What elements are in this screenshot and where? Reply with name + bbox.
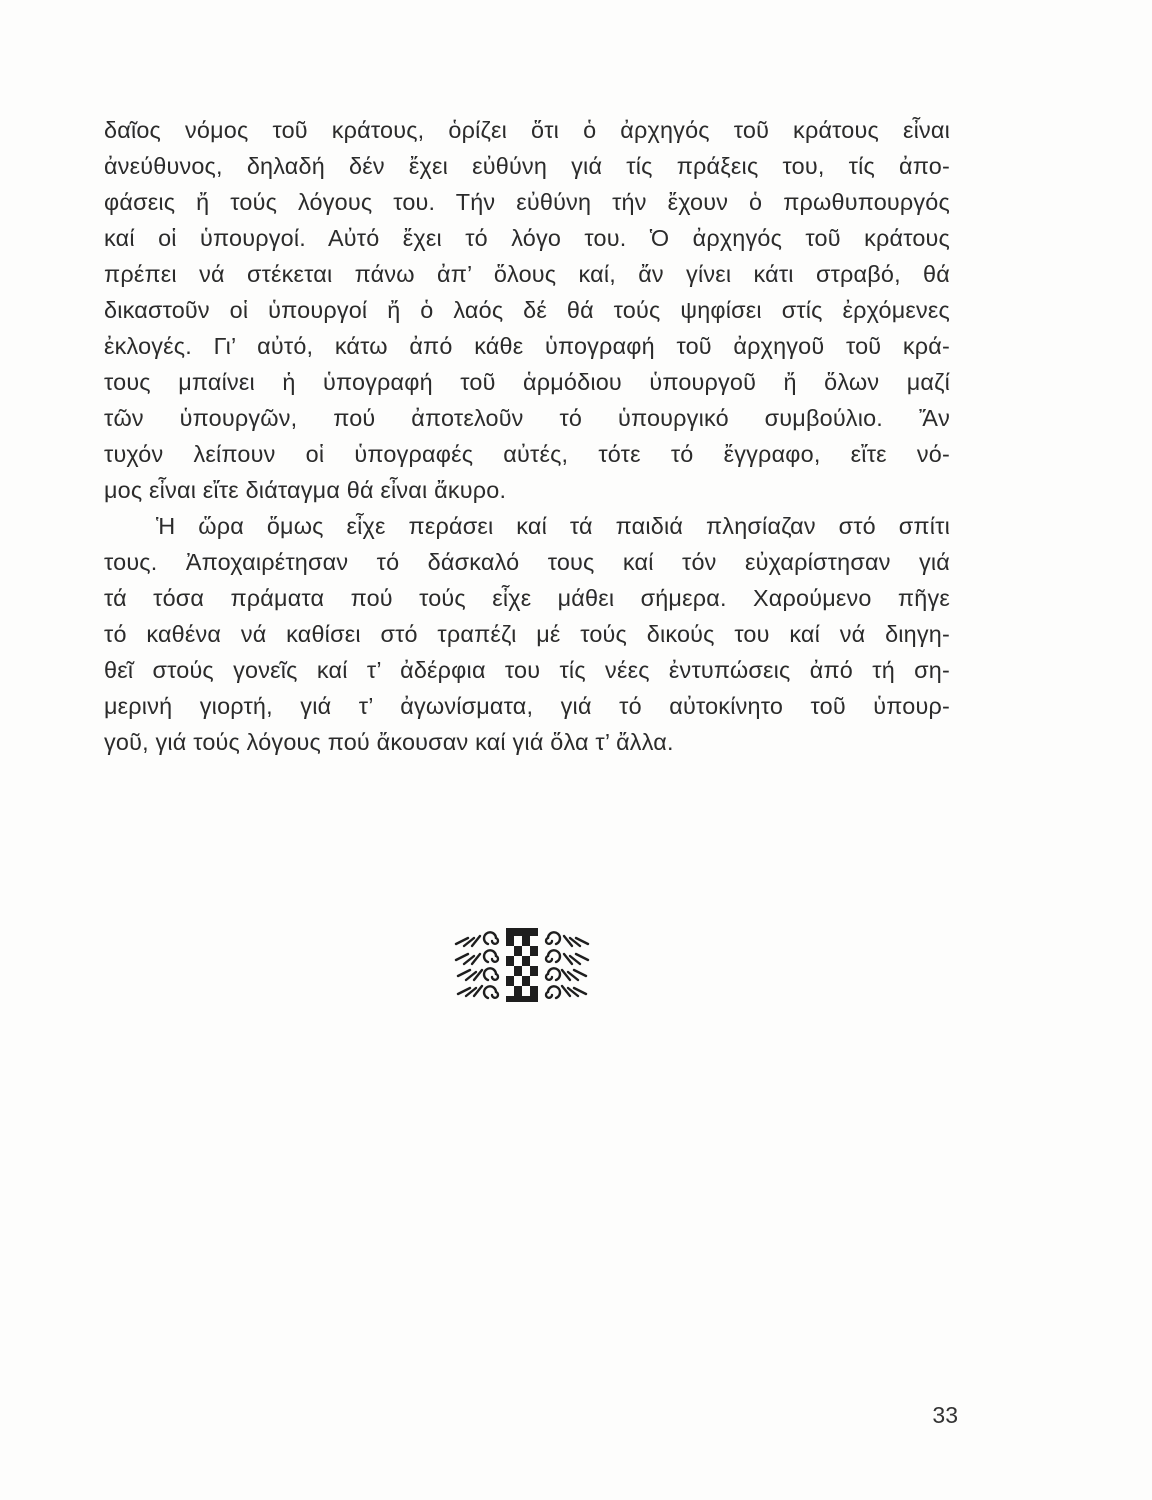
text-line: μος εἶναι εἴτε διάταγμα θά εἶναι ἄκυρο. xyxy=(104,477,507,503)
text-line: θεῖ στούς γονεῖς καί τ’ ἀδέρφια του τίς νέες ἐντυπώσεις ἀπό τή ση- xyxy=(104,657,950,683)
text-line: τῶν ὑπουργῶν, πού ἀποτελοῦν τό ὑπουργικό συμβούλιο. Ἄν xyxy=(104,405,950,431)
text-line: τά τόσα πράματα πού τούς εἶχε μάθει σήμερα. Χαρούμενο πῆγε xyxy=(104,585,950,611)
text-line: δαῖος νόμος τοῦ κράτους, ὁρίζει ὅτι ὁ ἀρχηγός τοῦ κράτους εἶναι xyxy=(104,117,950,143)
text-line: τους μπαίνει ἡ ὑπογραφή τοῦ ἁρμόδιου ὑπουργοῦ ἤ ὅλων μαζί xyxy=(104,369,950,395)
text-line: τους. Ἀποχαιρέτησαν τό δάσκαλό τους καί τόν εὐχαρίστησαν γιά xyxy=(104,549,950,575)
text-line: φάσεις ἤ τούς λόγους του. Τήν εὐθύνη τήν ἔχουν ὁ πρωθυπουργός xyxy=(104,189,950,215)
text-line: δικαστοῦν οἱ ὑπουργοί ἤ ὁ λαός δέ θά τούς ψηφίσει στίς ἐρχόμενες xyxy=(104,297,950,323)
text-line: καί οἱ ὑπουργοί. Αὐτό ἔχει τό λόγο του. Ὁ ἀρχηγός τοῦ κράτους xyxy=(104,225,950,251)
paragraph-2 xyxy=(104,508,950,760)
paragraph-1 xyxy=(104,112,950,508)
text-line: τυχόν λείπουν οἱ ὑπογραφές αὐτές, τότε τό ἔγγραφο, εἴτε νό- xyxy=(104,441,950,467)
text-line: πρέπει νά στέκεται πάνω ἀπ’ ὅλους καί, ἄν γίνει κάτι στραβό, θά xyxy=(104,261,950,287)
text-line: τό καθένα νά καθίσει στό τραπέζι μέ τούς δικούς του καί νά διηγη- xyxy=(104,621,950,647)
text-line: Ἡ ὥρα ὅμως εἶχε περάσει καί τά παιδιά πλησίαζαν στό σπίτι xyxy=(156,513,950,539)
page-number: 33 xyxy=(932,1402,958,1428)
text-line: γοῦ, γιά τούς λόγους πού ἄκουσαν καί γιά ὅλα τ’ ἄλλα. xyxy=(104,729,674,755)
text-line: ἐκλογές. Γι’ αὐτό, κάτω ἀπό κάθε ὑπογραφή τοῦ ἀρχηγοῦ τοῦ κρά- xyxy=(104,333,950,359)
text-line: ἀνεύθυνος, δηλαδή δέν ἔχει εὐθύνη γιά τίς πράξεις του, τίς ἀπο- xyxy=(104,153,950,179)
body-text xyxy=(104,112,950,760)
text-line: μερινή γιορτή, γιά τ’ ἀγωνίσματα, γιά τό αὐτοκίνητο τοῦ ὑπουρ- xyxy=(104,693,950,719)
greek-key-ornament-icon xyxy=(452,924,592,1004)
